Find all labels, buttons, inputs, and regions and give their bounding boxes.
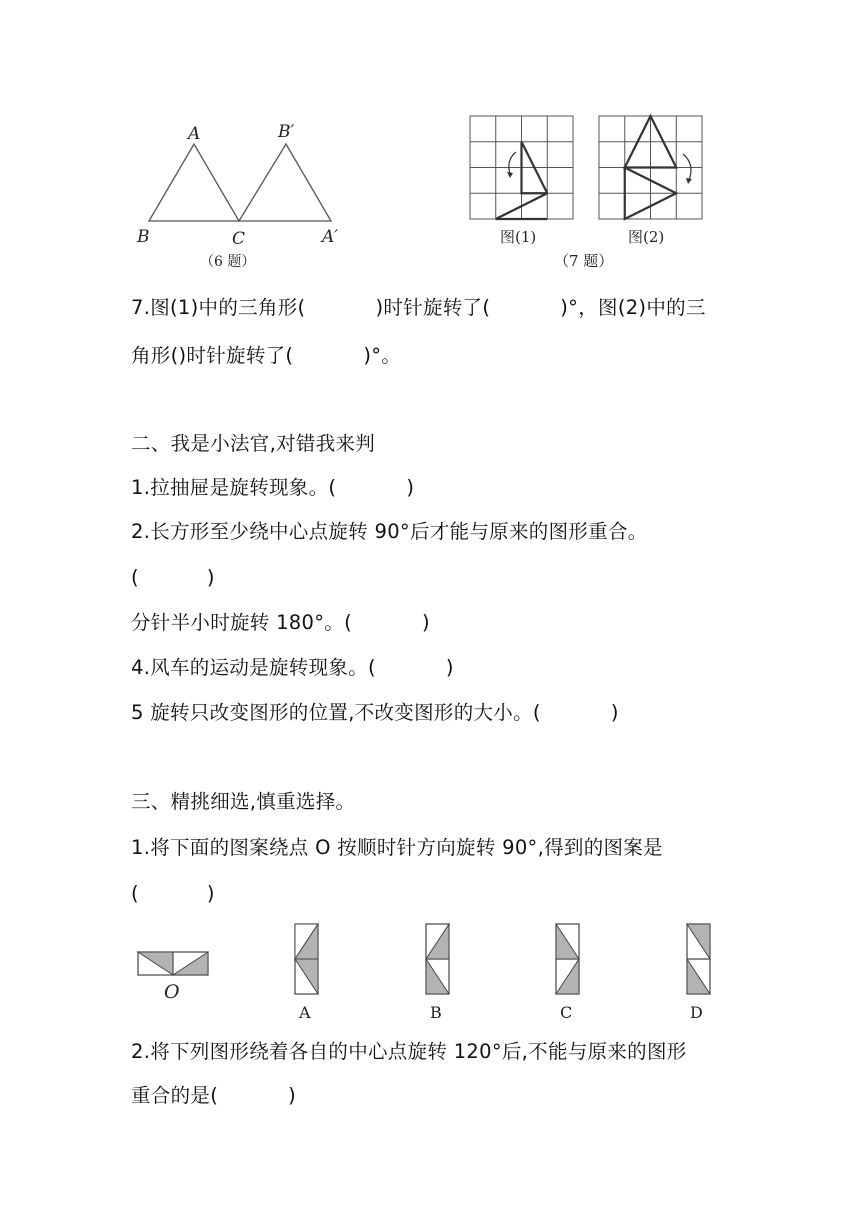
s2-item-1-text: 1.拉抽屉是旋转现象。( [131,476,337,499]
triangle-a-prime [239,144,331,221]
s3-q1-figures [130,918,730,1028]
s3-q1-open: ( [131,882,139,905]
s2-item-2-open: ( [131,566,139,589]
s3-q1-paren [131,880,215,908]
original-pattern [138,952,208,975]
q7-text-5: )°。 [363,344,402,367]
s3-q2-close: ) [288,1084,297,1107]
figure-7-caption: （7 题） [554,252,614,270]
s3-q1-close: ) [206,882,215,905]
s2-item-5 [131,699,619,727]
q7-line1 [131,294,706,322]
s2-item-3 [131,609,430,637]
figure-6-caption: （6 题） [200,254,256,270]
s2-item-2: 2.长方形至少绕中心点旋转 90°后才能与原来的图形重合。 [131,520,648,543]
option-c-figure [556,924,579,994]
rotate-arrow-1 [509,152,516,174]
s2-item-5-text: 5 旋转只改变图形的位置,不改变图形的大小。( [131,701,541,724]
s2-item-5-close: ) [610,701,619,724]
option-d-label: D [690,1003,703,1022]
option-d-figure [687,924,710,994]
section-3-heading: 三、精挑细选,慎重选择。 [131,790,356,813]
q7-text-4: 角形()时针旋转了( [131,344,294,367]
option-a-figure [295,924,318,994]
label-a: A [188,124,201,144]
s2-item-2-paren [131,564,215,592]
q7-text-1: 7.图(1)中的三角形( [131,296,306,319]
grid-2-caption: 图(2) [628,228,665,246]
figure-7-grids [462,110,712,276]
grid-1-caption: 图(1) [500,228,537,246]
section-2-heading: 二、我是小法官,对错我来判 [131,432,376,455]
label-b-prime: B′ [278,122,295,142]
s2-item-1 [131,474,414,502]
option-b-figure [426,924,449,994]
q7-text-2: )时针旋转了( [375,296,491,319]
option-c-label: C [560,1003,573,1022]
label-b: B [137,227,150,247]
label-c: C [232,229,246,249]
label-a-prime: A′ [322,227,339,247]
option-a-label: A [299,1003,311,1022]
q7-text-3: )°，图(2)中的三 [560,296,706,319]
s3-q2-line1: 2.将下列图形绕着各自的中心点旋转 120°后,不能与原来的图形 [131,1040,687,1063]
label-o: O [164,981,180,1003]
s3-q2-line2 [131,1082,296,1110]
s2-item-1-close: ) [406,476,415,499]
s3-q2-text: 重合的是( [131,1084,219,1107]
s2-item-2-close: ) [206,566,215,589]
s2-item-4-close: ) [445,656,454,679]
s2-item-4 [131,654,454,682]
q7-line2 [131,342,401,370]
triangle-abc [149,144,239,221]
s2-item-3-close: ) [421,611,430,634]
s2-item-3-text: 分针半小时旋转 180°。( [131,611,352,634]
figure-6-triangles [128,112,358,272]
option-b-label: B [430,1003,442,1022]
s2-item-4-text: 4.风车的运动是旋转现象。( [131,656,376,679]
s3-q1-line1: 1.将下面的图案绕点 O 按顺时针方向旋转 90°,得到的图案是 [131,836,663,859]
